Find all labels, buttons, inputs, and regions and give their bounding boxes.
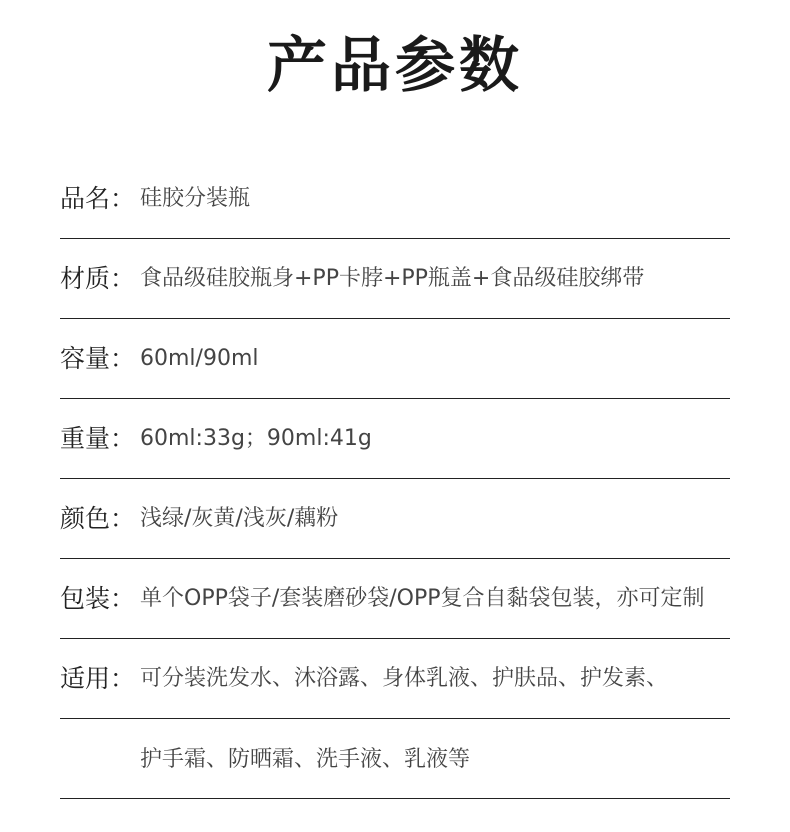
spec-label: 容量： (60, 344, 136, 373)
spec-value: 硅胶分装瓶 (140, 186, 251, 211)
spec-row-color (60, 479, 730, 559)
spec-table (60, 159, 730, 799)
spec-label: 适用： (60, 664, 136, 693)
spec-value: 60ml:33g；90ml:41g (140, 426, 372, 451)
spec-label: 材质： (60, 264, 136, 293)
spec-row-usage (60, 639, 730, 719)
spec-row-capacity (60, 319, 730, 399)
spec-label: 重量： (60, 424, 136, 453)
spec-label: 品名： (60, 184, 136, 213)
spec-row-material (60, 239, 730, 319)
spec-value: 60ml/90ml (140, 346, 259, 371)
spec-row-packaging (60, 559, 730, 639)
page-title: 产品参数 (267, 31, 523, 101)
spec-value: 食品级硅胶瓶身+PP卡脖+PP瓶盖+食品级硅胶绑带 (140, 266, 645, 291)
spec-label: 包装： (60, 584, 136, 613)
spec-value: 单个OPP袋子/套装磨砂袋/OPP复合自黏袋包装，亦可定制 (140, 586, 705, 611)
spec-label: 颜色： (60, 504, 136, 533)
spec-value: 护手霜、防晒霜、洗手液、乳液等 (140, 747, 471, 772)
spec-value: 可分装洗发水、沐浴露、身体乳液、护肤品、护发素、 (140, 666, 669, 691)
spec-row-name (60, 159, 730, 239)
spec-value: 浅绿/灰黄/浅灰/藕粉 (140, 506, 339, 531)
spec-row-weight (60, 399, 730, 479)
spec-row-usage-continued (60, 719, 730, 799)
